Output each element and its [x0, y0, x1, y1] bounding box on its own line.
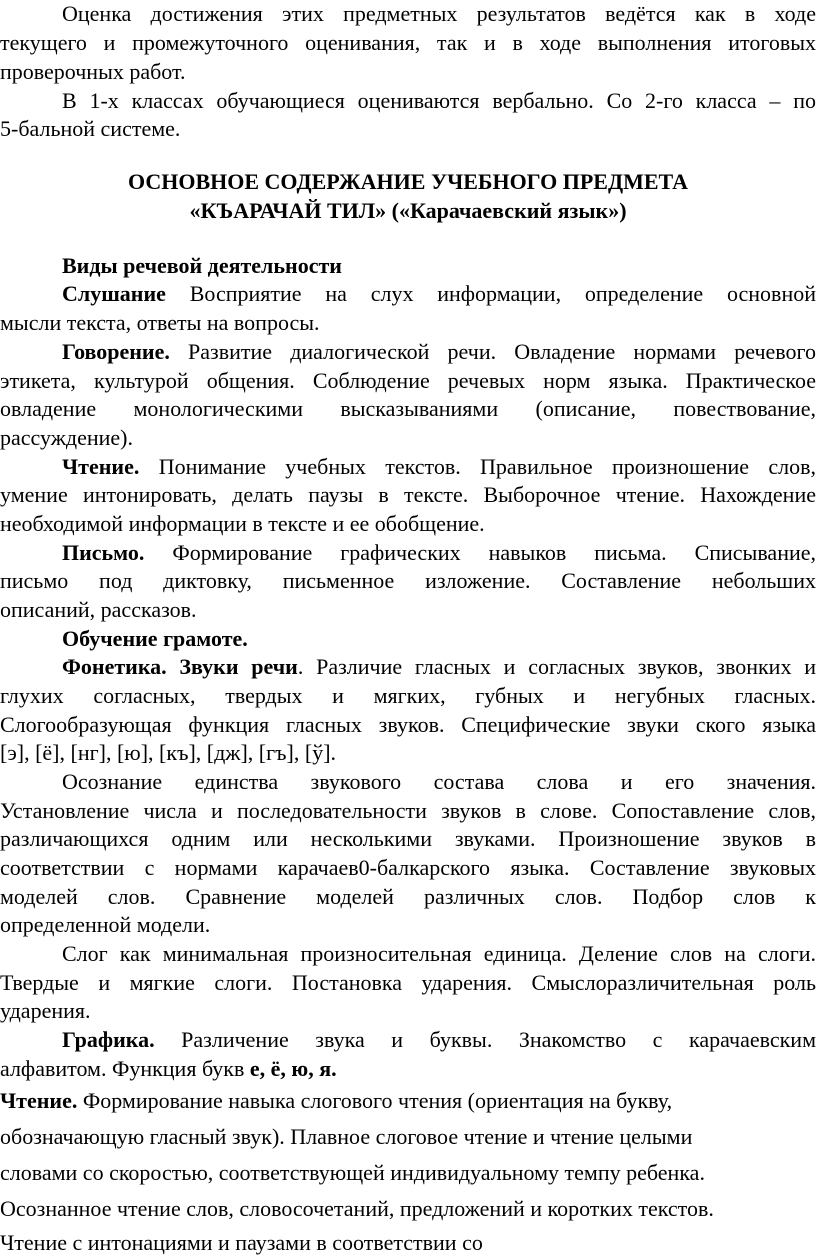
- reading2-text: Формирование навыка слогового чтения (ориентация на букву,: [82, 1088, 673, 1113]
- awareness-line2: Установление числа и последовательности звуков в слове. Сопоставление слов,: [0, 798, 816, 823]
- intro-p1-line1: Оценка достижения этих предметных результатов ведётся как в ходе: [62, 1, 816, 26]
- intro-p1-line3: проверочных работ.: [0, 59, 186, 84]
- listening-line1: [0, 279, 816, 308]
- speaking-line3: овладение монологическими высказываниями (описание, повествование,: [0, 396, 816, 421]
- listening-text: Восприятие на слух информации, определение основной: [189, 281, 816, 306]
- reading2-label: Чтение.: [0, 1088, 78, 1113]
- heading-line2: «КЪАРАЧАЙ ТИЛ» («Карачаевский язык»): [189, 198, 627, 223]
- phonetics-text: . Различие гласных и согласных звуков, звонких и: [297, 654, 816, 679]
- listening-line2: мысли текста, ответы на вопросы.: [0, 310, 320, 335]
- syllable-line1: Слог как минимальная произносительная единица. Деление слов на слоги.: [62, 941, 816, 966]
- heading-line1: ОСНОВНОЕ СОДЕРЖАНИЕ УЧЕБНОГО ПРЕДМЕТА: [127, 169, 689, 194]
- phonetics-label: Фонетика. Звуки речи: [62, 654, 298, 679]
- intro-p2-line2: 5-бальной системе.: [0, 116, 181, 141]
- reading2-line2: обозначающую гласный звук). Плавное слоговое чтение и чтение целыми: [0, 1124, 693, 1149]
- speaking-text: Развитие диалогической речи. Овладение нормами речевого: [188, 339, 816, 364]
- graphics-line1: [0, 1025, 816, 1054]
- writing-text: Формирование графических навыков письма. Списывание,: [172, 540, 816, 565]
- syllable-line2: Твердые и мягкие слоги. Постановка ударения. Смыслоразличительная роль: [0, 970, 816, 995]
- reading2-line3: словами со скоростью, соответствующей индивидуальному темпу ребенка.: [0, 1160, 705, 1185]
- listening-label: Слушание: [62, 281, 166, 306]
- speech-title: Виды речевой деятельности: [62, 253, 342, 278]
- speaking-line1: [0, 337, 816, 366]
- reading-line1: [0, 452, 816, 481]
- phonetics-line4: [э], [ё], [нг], [ю], [къ], [дж], [гъ], [ў].: [0, 740, 337, 765]
- graphics-text: Различение звука и буквы. Знакомство с карачаевским: [181, 1027, 816, 1052]
- phonetics-line1: [0, 652, 816, 681]
- speaking-line4: рассуждение).: [0, 425, 134, 450]
- reading-text: Понимание учебных текстов. Правильное произношение слов,: [158, 454, 816, 479]
- speaking-line2: этикета, культурой общения. Соблюдение речевых норм языка. Практическое: [0, 368, 816, 393]
- awareness-line3: различающихся одним или несколькими звуками. Произношение звуков в: [0, 826, 816, 851]
- reading-line2: умение интонировать, делать паузы в тексте. Выборочное чтение. Нахождение: [0, 482, 816, 507]
- writing-line3: описаний, рассказов.: [0, 597, 197, 622]
- speaking-label: Говорение.: [62, 339, 170, 364]
- reading-label: Чтение.: [62, 454, 140, 479]
- reading2-line1: [0, 1086, 816, 1115]
- graphics-label: Графика.: [62, 1027, 155, 1052]
- phonetics-line3: Слогообразующая функция гласных звуков. Специфические звуки ского языка: [0, 712, 816, 737]
- reading2-line5: Чтение с интонациями и паузами в соответствии со: [0, 1230, 483, 1255]
- graphics-line2-text: алфавитом. Функция букв: [0, 1056, 245, 1081]
- graphics-line2: [0, 1054, 816, 1083]
- writing-line2: письмо под диктовку, письменное изложение. Составление небольших: [0, 568, 816, 593]
- awareness-line1: Осознание единства звукового состава слова и его значения.: [62, 769, 816, 794]
- graphics-letters: е, ё, ю, я.: [249, 1056, 337, 1081]
- awareness-line4: соответствии с нормами карачаев0-балкарского языка. Составление звуковых: [0, 855, 816, 880]
- syllable-line3: ударения.: [0, 998, 91, 1023]
- reading2-line4: Осознанное чтение слов, словосочетаний, предложений и коротких текстов.: [0, 1196, 714, 1221]
- intro-p2-line1: В 1-х классах обучающиеся оцениваются вербально. Со 2-го класса – по: [62, 88, 816, 113]
- awareness-line6: определенной модели.: [0, 912, 211, 937]
- phonetics-line2: глухих согласных, твердых и мягких, губных и негубных гласных.: [0, 683, 816, 708]
- literacy-title: Обучение грамоте.: [62, 626, 248, 651]
- writing-line1: [0, 538, 816, 567]
- intro-p1-line2: текущего и промежуточного оценивания, так и в ходе выполнения итоговых: [0, 30, 816, 55]
- reading-line3: необходимой информации в тексте и ее обобщение.: [0, 511, 485, 536]
- writing-label: Письмо.: [62, 540, 145, 565]
- awareness-line5: моделей слов. Сравнение моделей различных слов. Подбор слов к: [0, 884, 816, 909]
